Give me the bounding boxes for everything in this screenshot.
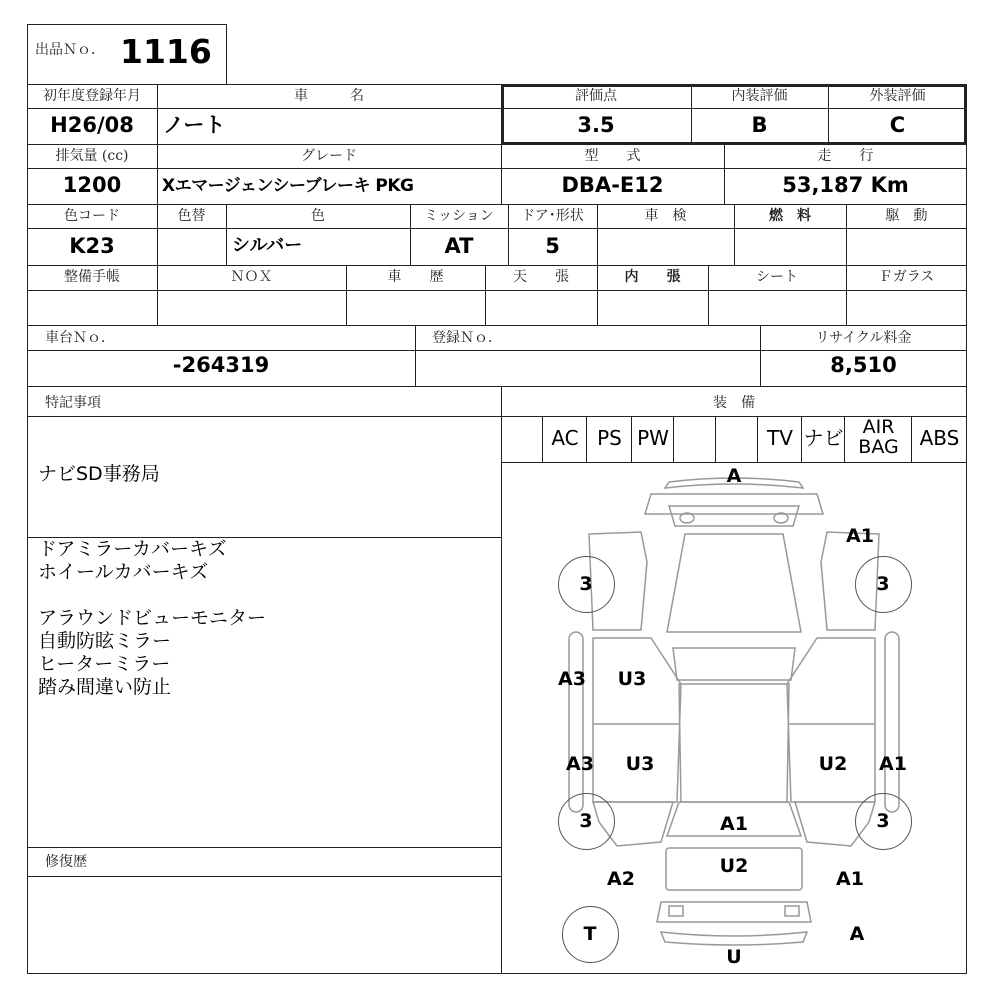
- color-code-value: K23: [69, 234, 115, 258]
- mileage-value: 53,187 Km: [782, 173, 909, 197]
- equipment-cell: [912, 416, 967, 462]
- displacement-label: 排気量 (cc): [55, 148, 129, 164]
- lot-number: 1116: [120, 32, 212, 71]
- car-name-value: ノート: [163, 113, 226, 137]
- equipment-item: ABS: [919, 426, 960, 450]
- mark-rr-tire: 3: [876, 810, 890, 832]
- score-value: 3.5: [577, 113, 615, 137]
- chassis-value: -264319: [172, 353, 270, 377]
- mark-right-quarter: A1: [836, 868, 864, 890]
- inspection-label: 車 検: [644, 208, 687, 224]
- mission-label: ミッション: [424, 208, 494, 224]
- mark-left-front-door: A3: [558, 668, 586, 690]
- equipment-item: AIR BAG: [858, 416, 899, 458]
- notes-line1: ナビSD事務局: [38, 463, 160, 485]
- door-label: ドア･形状: [521, 208, 584, 224]
- first-reg-value: H26/08: [50, 113, 134, 137]
- interior-label: 内装評価: [731, 88, 788, 104]
- mark-rear-bumper: U: [726, 946, 742, 968]
- nox-label: ＮＯＸ: [230, 269, 273, 285]
- door-value: 5: [545, 234, 560, 258]
- interior-lining-label: 内 張: [624, 269, 681, 285]
- mark-left-rear-door-u: U3: [625, 753, 655, 775]
- equipment-cell: [802, 416, 845, 462]
- fuel-label: 燃 料: [769, 208, 811, 224]
- car-diagram: [501, 462, 967, 974]
- lot-label: 出品Ｎｏ．: [35, 42, 105, 58]
- mark-left-quarter: A2: [607, 868, 635, 890]
- equipment-cell: [587, 416, 632, 462]
- mark-rear-glass: A1: [720, 813, 748, 835]
- equipment-cell: [716, 416, 758, 462]
- history-label: 車 歴: [387, 269, 444, 285]
- exterior-label: 外装評価: [869, 88, 926, 104]
- score-label: 評価点: [575, 88, 617, 104]
- mark-fl-tire: 3: [579, 573, 593, 595]
- color-label: 色: [311, 208, 325, 224]
- first-reg-label: 初年度登録年月: [43, 88, 141, 104]
- equipment-cell: [674, 416, 716, 462]
- f-glass-label: Ｆガラス: [878, 269, 935, 285]
- repaint-label: 色替: [177, 208, 206, 224]
- color-code-label: 色コード: [64, 208, 120, 224]
- recycle-value: 8,510: [830, 353, 897, 377]
- equipment-item: ナビ: [803, 426, 844, 450]
- model-label: 型 式: [584, 148, 641, 164]
- mark-left-rear-door: A3: [566, 753, 594, 775]
- mark-front-right-fender: A1: [846, 525, 874, 547]
- car-name-label: 車 名: [294, 88, 364, 104]
- equipment-label: 装 備: [713, 395, 755, 411]
- mark-rear-bumper-right: A: [849, 923, 865, 945]
- recycle-label: リサイクル料金: [815, 330, 912, 346]
- mission-value: AT: [444, 234, 474, 258]
- mark-fr-tire: 3: [876, 573, 890, 595]
- drive-label: 駆 動: [885, 208, 928, 224]
- mark-trunk: U2: [719, 855, 749, 877]
- chassis-label: 車台Ｎｏ．: [45, 330, 115, 346]
- grade-value: Xエマージェンシーブレーキ PKG: [162, 176, 414, 196]
- equipment-cell: [543, 416, 587, 462]
- notes-label: 特記事項: [45, 395, 101, 411]
- equipment-cell: [632, 416, 674, 462]
- seat-label: シート: [756, 269, 798, 285]
- equipment-cell: [501, 416, 543, 462]
- exterior-value: C: [889, 113, 906, 137]
- equipment-cell: [845, 416, 912, 462]
- notes-block2: ドアミラーカバーキズ ホイールカバーキズ アラウンドビューモニター 自動防眩ミラー ヒーターミラー 踏み間違い防止: [38, 538, 267, 698]
- equipment-item: PS: [597, 426, 622, 450]
- equipment-cell: [758, 416, 802, 462]
- registration-label: 登録Ｎｏ．: [432, 330, 502, 346]
- mileage-label: 走 行: [817, 148, 874, 164]
- mark-left-front-door-u: U3: [617, 668, 647, 690]
- grade-label: グレード: [301, 148, 357, 164]
- mark-front-bumper: A: [726, 465, 742, 487]
- maintenance-label: 整備手帳: [64, 269, 120, 285]
- displacement-value: 1200: [62, 173, 122, 197]
- mark-spare-tire: T: [583, 923, 597, 945]
- mark-right-rear-door-u: U2: [818, 753, 848, 775]
- roof-label: 天 張: [513, 269, 569, 285]
- mark-right-rear-door: A1: [879, 753, 907, 775]
- model-value: DBA-E12: [561, 173, 664, 197]
- equipment-item: AC: [551, 426, 579, 450]
- color-value: シルバー: [232, 235, 303, 256]
- repair-history-label: 修復歴: [45, 854, 87, 870]
- equipment-item: PW: [637, 426, 669, 450]
- interior-value: B: [751, 113, 768, 137]
- mark-rl-tire: 3: [579, 810, 593, 832]
- equipment-item: TV: [767, 426, 793, 450]
